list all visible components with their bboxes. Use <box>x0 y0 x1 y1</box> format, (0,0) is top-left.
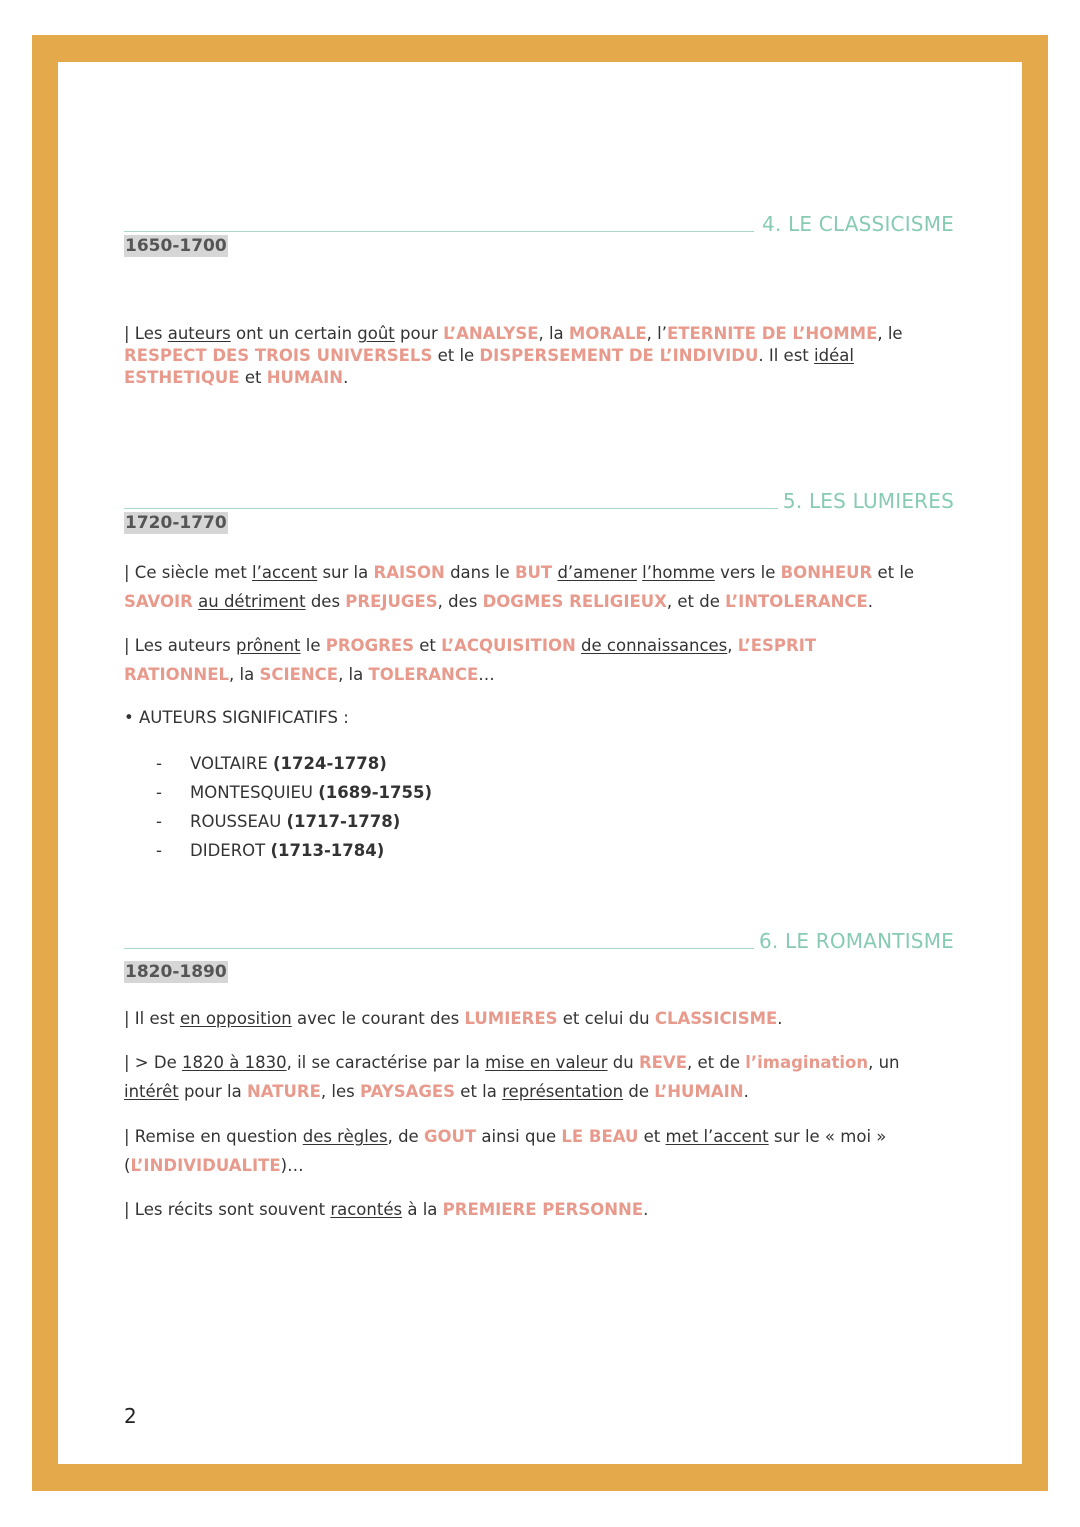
section-date: 1650-1700 <box>125 236 227 256</box>
text-run: avec le courant des <box>291 1009 465 1028</box>
highlighted-term: MORALE <box>568 324 647 343</box>
text-run: du <box>607 1053 639 1072</box>
text-run: | > De <box>124 1053 182 1072</box>
highlighted-term: LE BEAU <box>561 1127 639 1146</box>
highlighted-term: RAISON <box>373 563 445 582</box>
text-run: | Les récits sont souvent <box>124 1200 331 1219</box>
underlined-term: goût <box>357 324 395 343</box>
highlighted-term: NATURE <box>246 1082 321 1101</box>
highlighted-term: SCIENCE <box>259 665 339 684</box>
underlined-term: prônent <box>235 636 301 655</box>
text-run: . <box>743 1082 749 1101</box>
text-run: à la <box>402 1200 443 1219</box>
heading-rule <box>124 948 754 949</box>
text-run: | Les auteurs <box>124 636 236 655</box>
underlined-term: mise en valeur <box>485 1053 608 1072</box>
section-date: 1720-1770 <box>125 513 227 533</box>
text-run: . Il est <box>758 346 815 365</box>
text-run: . <box>777 1009 783 1028</box>
underlined-term: intérêt <box>124 1082 179 1101</box>
text-run: ont un certain <box>230 324 358 343</box>
underlined-term: l’homme <box>642 563 715 582</box>
highlighted-term: l’imagination <box>745 1053 869 1072</box>
highlighted-term: ETERNITE DE L’HOMME <box>666 324 878 343</box>
section-title: 5. LES LUMIERES <box>782 489 954 513</box>
highlighted-term: CLASSICISME <box>654 1009 778 1028</box>
section-heading-romantisme <box>124 915 954 955</box>
text-run: dans le <box>444 563 515 582</box>
underlined-term: au détriment <box>198 592 306 611</box>
text-run: pour la <box>178 1082 247 1101</box>
text-run: et <box>638 1127 666 1146</box>
text-run: , il se caractérise par la <box>286 1053 486 1072</box>
paragraph <box>124 631 924 689</box>
text-run: | Remise en question <box>124 1127 303 1146</box>
highlighted-term: L’HUMAIN <box>654 1082 744 1101</box>
highlighted-term: TOLERANCE <box>368 665 479 684</box>
text-run: sur la <box>317 563 374 582</box>
text-run: … <box>478 665 495 684</box>
text-run: de <box>623 1082 655 1101</box>
highlighted-term: L’INTOLERANCE <box>725 592 868 611</box>
text-run: | Ce siècle met <box>124 563 253 582</box>
text-run: et <box>239 368 267 387</box>
paragraph <box>124 1004 924 1033</box>
text-run: le <box>300 636 326 655</box>
highlighted-term: SAVOIR <box>124 592 193 611</box>
paragraph <box>124 1048 924 1106</box>
text-run: | Il est <box>124 1009 180 1028</box>
text-run: vers le <box>714 563 781 582</box>
authors-heading: • AUTEURS SIGNIFICATIFS : <box>124 708 349 727</box>
page-number: 2 <box>124 1404 137 1428</box>
section-heading-classicisme <box>124 198 954 238</box>
highlighted-term: RESPECT DES TROIS UNIVERSELS <box>124 346 433 365</box>
text-run: , la <box>338 665 369 684</box>
highlighted-term: L’INDIVIDUALITE <box>130 1156 281 1175</box>
underlined-term: de connaissances <box>581 636 728 655</box>
underlined-term: en opposition <box>179 1009 292 1028</box>
highlighted-term: LUMIERES <box>464 1009 558 1028</box>
underlined-term: 1820 à 1830 <box>181 1053 287 1072</box>
text-run: , <box>727 636 738 655</box>
text-run: , la <box>538 324 569 343</box>
underlined-term: met l’accent <box>665 1127 769 1146</box>
underlined-term: idéal <box>814 346 854 365</box>
highlighted-term: DOGMES RELIGIEUX <box>482 592 667 611</box>
underlined-term: des règles <box>302 1127 388 1146</box>
paragraph <box>124 1195 924 1224</box>
text-run: pour <box>394 324 444 343</box>
highlighted-term: L’ESPRIT RATIONNEL <box>124 636 817 684</box>
highlighted-term: BONHEUR <box>780 563 873 582</box>
text-run: ainsi que <box>476 1127 562 1146</box>
paragraph <box>124 558 924 616</box>
text-run: sur le « moi » ( <box>124 1127 887 1175</box>
paragraph <box>124 323 924 389</box>
highlighted-term: PREMIERE PERSONNE <box>442 1200 644 1219</box>
text-run: des <box>305 592 346 611</box>
highlighted-term: L’ANALYSE <box>443 324 539 343</box>
text-run: , de <box>387 1127 424 1146</box>
highlighted-term: DISPERSEMENT DE L’INDIVIDU <box>479 346 759 365</box>
text-run: , les <box>320 1082 360 1101</box>
section-heading-lumieres <box>124 475 954 515</box>
section-title: 4. LE CLASSICISME <box>762 212 954 236</box>
text-run: , et de <box>686 1053 746 1072</box>
highlighted-term: ESTHETIQUE <box>124 368 240 387</box>
highlighted-term: GOUT <box>423 1127 477 1146</box>
highlighted-term: PREJUGES <box>345 592 438 611</box>
paragraph <box>124 1122 924 1180</box>
text-run: , le <box>877 324 903 343</box>
section-date: 1820-1890 <box>125 962 227 982</box>
highlighted-term: HUMAIN <box>266 368 344 387</box>
highlighted-term: L’ACQUISITION <box>441 636 576 655</box>
text-run: et le <box>432 346 480 365</box>
underlined-term: l’accent <box>252 563 318 582</box>
heading-rule <box>124 508 778 509</box>
text-run: | Les <box>124 324 168 343</box>
text-run: , des <box>437 592 483 611</box>
text-run: et le <box>872 563 915 582</box>
text-run: , la <box>229 665 260 684</box>
highlighted-term: PROGRES <box>325 636 414 655</box>
highlighted-term: REVE <box>638 1053 687 1072</box>
text-run: )… <box>280 1156 304 1175</box>
text-run: , et de <box>666 592 726 611</box>
heading-rule <box>124 231 754 232</box>
text-run: . <box>343 368 349 387</box>
text-run: . <box>643 1200 649 1219</box>
text-run: , l’ <box>646 324 667 343</box>
text-run: et celui du <box>557 1009 655 1028</box>
section-title: 6. LE ROMANTISME <box>758 929 954 953</box>
text-run: et <box>413 636 442 655</box>
highlighted-term: PAYSAGES <box>359 1082 456 1101</box>
text-run: et la <box>455 1082 503 1101</box>
text-run: . <box>867 592 874 611</box>
text-run: , un <box>868 1053 900 1072</box>
underlined-term: racontés <box>330 1200 403 1219</box>
highlighted-term: BUT <box>514 563 553 582</box>
underlined-term: représentation <box>502 1082 624 1101</box>
underlined-term: d’amener <box>557 563 637 582</box>
underlined-term: auteurs <box>167 324 231 343</box>
